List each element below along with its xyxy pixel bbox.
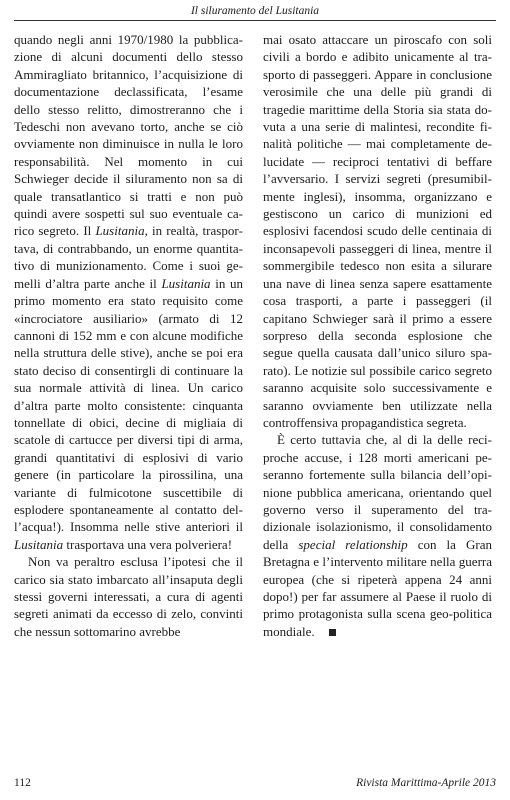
- emphasized-phrase: special relationship: [298, 536, 408, 552]
- text-run: in un primo momento era stato requisito come «incrociatore ausiliario» (armato di 12 cannoni di 152 mm e con alcune modifiche nella struttura delle stive), anche se poi era stato deciso di consentirgli di continuare la sua normale attività di linea. Un carico d’altra parte molto consistente: cinquanta tonnellate di obici, decine di migliaia di scatole di cartucce per diversi tipi di arma, grandi quantitativi di esplosivi di vario genere (in particolare la pirossilina, una variante di fulmicotone suscettibile di esplodere spontaneamente al contatto dell’acqua!). Insomma nelle stive anteriori il: [14, 275, 243, 535]
- right-column: [263, 31, 492, 640]
- left-column: [14, 31, 243, 640]
- right-paragraph-1: mai osato attaccare un piroscafo con soli civili a bordo e adibito unicamente al trasporto di passeggeri. Appare in conclusione verosimile che una delle più grandi di tragedie marittime della Storia sia stata dovuta a una serie di malintesi, recondite finalità politiche — mai completamente delucidate — reciproci tentativi di beffare l’avversario. I servizi segreti (presumibilmente inglesi), insomma, organizzano e gestiscono un carico di munizioni ed esplosivi facendosi scudo delle centinaia di inconsapevoli passeggeri di linea, mentre il sommergibile tedesco non esita a silurare una nave di linea senza sapere esattamente cosa trasporti, a parte i passeggeri (il capitano Schwieger sarà il primo a essere sorpreso della seconda esplosione che segue quella causata dall’unico siluro sparato). Le notizie sul possibile carico segreto saranno acquisite solo successivamente e saranno ovviamente ben utilizzate nella controffensiva propagandistica segreta.: [263, 32, 492, 430]
- header-title: Il siluramento del: [190, 5, 276, 17]
- page-number: 112: [14, 777, 31, 789]
- text-run: È certo tuttavia che, al di la delle reciproche accuse, i 128 morti americani peseranno fortemente sulla bilancia dell’opinione pubblica americana, orientando quel governo verso il superamento del tradizionale isolazionismo, il consolidamento della: [263, 432, 492, 552]
- ship-name: Lusitania: [95, 223, 145, 239]
- text-run: con la Gran Bretagna e l’intervento militare nella guerra europea (che si ripeterà appena 24 anni dopo!) per far assumere al Paese il ruolo di primo protagonista sulla scena geo-politica mondiale.: [263, 536, 493, 639]
- right-paragraph-2: [263, 431, 492, 640]
- header-ship-name: Lusitania: [275, 5, 320, 17]
- header-rule: [14, 20, 496, 21]
- left-paragraph-1: [14, 31, 243, 553]
- journal-footer: Rivista Marittima-Aprile 2013: [356, 777, 496, 789]
- running-header: [0, 4, 510, 18]
- text-run: quando negli anni 1970/1980 la pubblicazione di alcuni documenti dello stesso Ammiragliato britannico, l’acquisizione di documentazione declassificata, l’esame dello stesso relitto, dimostreranno che i Tedeschi non avevano torto, anche se ciò ovviamente non diminuisce in nulla le loro responsabilità. Nel momento in cui Schwieger decide il siluramento non sa di quale transatlantico si tratti e non può quindi avere sospetti sul suo eventuale carico segreto. Il: [14, 32, 243, 239]
- ship-name: Lusitania: [14, 536, 64, 552]
- ship-name: Lusitania: [161, 275, 211, 291]
- text-run: , in realtà, trasportava, di contrabbando, un enorme quantitativo di munizionamento. Come i suoi gemelli d’altra parte anche il: [14, 223, 243, 291]
- left-paragraph-2: Non va peraltro esclusa l’ipotesi che il carico sia stato imbarcato all’insaputa degli stessi governi interessati, a cura di agenti segreti animati da eccesso di zelo, convinti che nessun sottomarino avrebbe: [14, 554, 243, 639]
- end-of-article-square-icon: [329, 629, 336, 636]
- text-run: trasportava una vera polveriera!: [63, 536, 233, 552]
